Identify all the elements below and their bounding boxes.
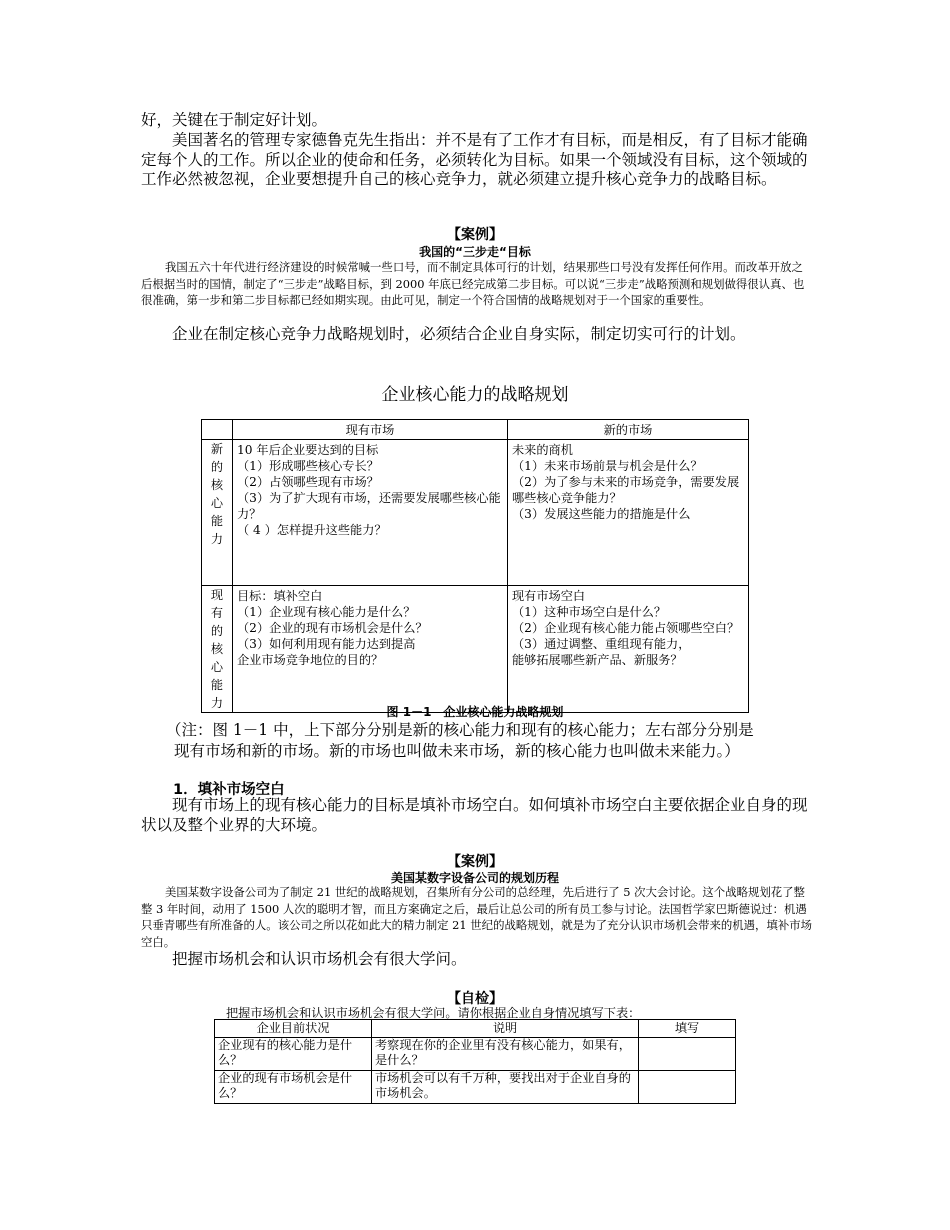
case-conclusion: 把握市场机会和认识市场机会有很大学问。 <box>172 950 467 968</box>
section-body: 现有市场上的现有核心能力的目标是填补市场空白。如何填补市场空白主要依据企业自身的现状以及整个业界的大环境。 <box>141 796 808 834</box>
cell-line: （2）企业现有核心能力能占领哪些空白？ <box>512 621 740 635</box>
section-heading: 1．填补市场空白 <box>173 782 285 798</box>
vert-char: 心 <box>210 496 224 510</box>
vert-char: 核 <box>210 478 224 492</box>
figure-title: 企业核心能力的战略规划 <box>381 385 569 405</box>
header-status: 企业目前状况 <box>215 1020 372 1038</box>
fill-cell[interactable] <box>639 1071 736 1104</box>
selfcheck-note: 把握市场机会和认识市场机会有很大学问。请你根据企业自身情况填写下表： <box>226 1006 641 1020</box>
table-row <box>215 1038 736 1071</box>
cell-line: （1）形成哪些核心专长？ <box>237 459 379 473</box>
intro-paragraph: 美国著名的管理专家德鲁克先生指出：并不是有了工作才有目标，而是相反，有了目标才能确定每个人的工作。所以企业的使命和任务，必须转化为目标。如果一个领域没有目标，这个领域的工作必然被忽视，企业要想提升自己的核心竞争力，就必须建立提升核心竞争力的战略目标。 <box>141 131 808 188</box>
vert-char: 的 <box>210 460 224 474</box>
vert-char: 力 <box>210 696 224 710</box>
cell-existing-ability-existing-market <box>233 586 508 713</box>
strategy-matrix-table <box>201 419 749 713</box>
cell-line: （2）为了参与未来的市场竞争，需要发展哪些核心竞争能力？ <box>512 475 740 505</box>
fill-cell[interactable] <box>639 1038 736 1071</box>
cell-line: （3）通过调整、重组现有能力， <box>512 637 691 651</box>
selfcheck-table <box>214 1019 736 1104</box>
cell-line: （2）占领哪些现有市场？ <box>237 475 379 489</box>
cell-line: 能够拓展哪些新产品、新服务？ <box>512 653 683 667</box>
cell-line: 现有市场空白 <box>512 589 586 603</box>
cell-line: 目标：填补空白 <box>237 589 323 603</box>
vert-char: 能 <box>210 514 224 528</box>
case-body: 我国五六十年代进行经济建设的时候常喊一些口号，而不制定具体可行的计划，结果那些口号没有发挥任何作用。而改革开放之后根据当时的国情，制定了“三步走”战略目标，到 2000 年底已经完成第二步目标。可以说“三步走”战略预测和规划做得很认真、也很准确，第一步和第二步目标都已经如期实现。由此可见，制定一个符合国情的战略规划对于一个国家的重要性。 <box>141 260 805 307</box>
case-conclusion: 企业在制定核心竞争力战略规划时，必须结合企业自身实际，制定切实可行的计划。 <box>172 325 746 343</box>
row-label-new-ability <box>202 440 233 586</box>
cell-line: （3）为了扩大现有市场，还需要发展哪些核心能力？ <box>237 491 501 521</box>
case-title: 美国某数字设备公司的规划历程 <box>390 871 559 885</box>
status-cell: 企业的现有市场机会是什么？ <box>215 1071 372 1104</box>
cell-new-ability-existing-market <box>233 440 508 586</box>
cell-line: （1）未来市场前景与机会是什么？ <box>512 459 703 473</box>
figure-note: 现有市场和新的市场。新的市场也叫做未来市场，新的核心能力也叫做未来能力。） <box>174 742 740 760</box>
vert-char: 核 <box>210 642 224 656</box>
figure-note: （注：图 1－1 中，上下部分分别是新的核心能力和现有的核心能力；左右部分分别是 <box>166 721 754 739</box>
cell-existing-ability-new-market <box>508 586 749 713</box>
vert-char: 有 <box>210 606 224 620</box>
case-heading: 【案例】 <box>447 854 503 870</box>
vert-char: 现 <box>210 588 224 602</box>
case-heading: 【案例】 <box>447 227 503 243</box>
vert-char: 能 <box>210 678 224 692</box>
header-existing-market: 现有市场 <box>233 420 508 440</box>
description-cell: 考察现在你的企业里有没有核心能力，如果有，是什么？ <box>372 1038 639 1071</box>
cell-line: （ 4 ）怎样提升这些能力？ <box>237 523 387 537</box>
header-new-market: 新的市场 <box>508 420 749 440</box>
intro-line: 好，关键在于制定好计划。 <box>141 111 328 129</box>
corner-cell <box>202 420 233 440</box>
header-description: 说明 <box>372 1020 639 1038</box>
cell-line: 10 年后企业要达到的目标 <box>237 443 379 457</box>
cell-new-ability-new-market <box>508 440 749 586</box>
vert-char: 的 <box>210 624 224 638</box>
case-body: 美国某数字设备公司为了制定 21 世纪的战略规划，召集所有分公司的总经理，先后进行了 5 次大会讨论。这个战略规划花了整整 3 年时间，动用了 1500 人次的聪明才智，而且方案确定之后，最后让总公司的所有员工参与讨论。法国哲学家巴斯德说过：机遇只垂青哪些有所准备的人。该公司之所以花如此大的精力制定 21 世纪的战略规划，就是为了充分认识市场机会带来的机遇，填补市场空白。 <box>141 885 813 949</box>
cell-line: 未来的商机 <box>512 443 573 457</box>
cell-line: 企业市场竞争地位的目的？ <box>237 653 384 667</box>
selfcheck-heading: 【自检】 <box>447 991 503 1007</box>
vert-char: 力 <box>210 532 224 546</box>
description-cell: 市场机会可以有千万种，要找出对于企业自身的市场机会。 <box>372 1071 639 1104</box>
vert-char: 心 <box>210 660 224 674</box>
cell-line: （2）企业的现有市场机会是什么？ <box>237 621 428 635</box>
row-label-existing-ability <box>202 586 233 713</box>
header-fill: 填写 <box>639 1020 736 1038</box>
cell-line: （1）这种市场空白是什么？ <box>512 605 667 619</box>
vert-char: 新 <box>210 442 224 456</box>
cell-line: （3）发展这些能力的措施是什么 <box>512 507 691 521</box>
status-cell: 企业现有的核心能力是什么？ <box>215 1038 372 1071</box>
cell-line: （1）企业现有核心能力是什么？ <box>237 605 416 619</box>
table-row <box>215 1071 736 1104</box>
case-title: 我国的“三步走“目标 <box>419 245 531 259</box>
cell-line: （3）如何利用现有能力达到提高 <box>237 637 416 651</box>
figure-caption: 图 1－1 企业核心能力战略规划 <box>386 705 564 719</box>
